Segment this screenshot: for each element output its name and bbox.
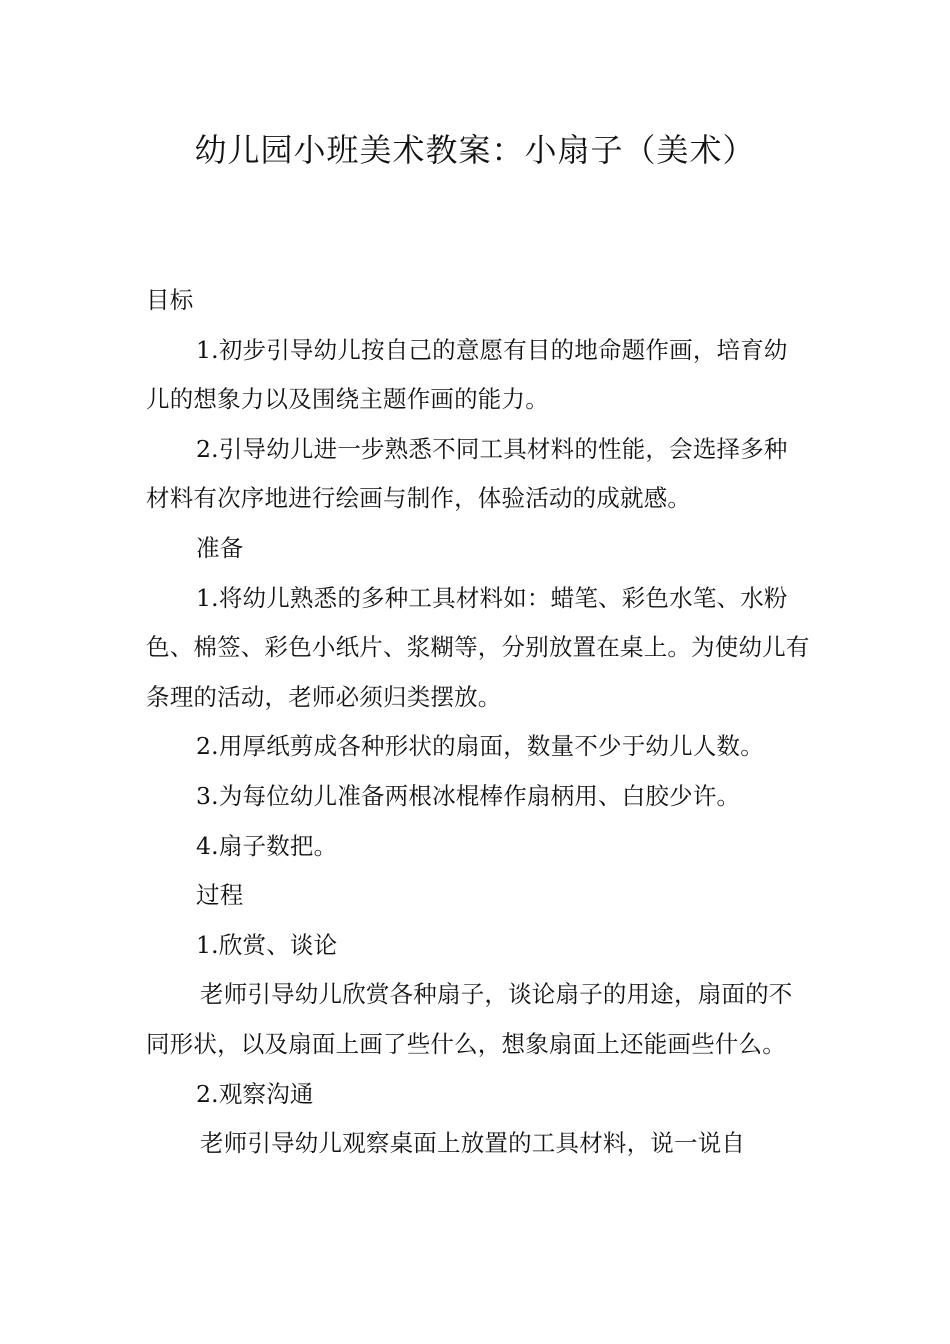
paragraph: 4.扇子数把。: [196, 831, 338, 860]
paragraph: 3.为每位幼儿准备两根冰棍棒作扇柄用、白胶少许。: [196, 781, 741, 810]
paragraph: 1.将幼儿熟悉的多种工具材料如：蜡笔、彩色水笔、水粉色、棉签、彩色小纸片、浆糊等，分别放置在桌上。为使幼儿有条理的活动，老师必须归类摆放。: [146, 583, 810, 711]
paragraph: 1.初步引导幼儿按自己的意愿有目的地命题作画，培育幼儿的想象力以及围绕主题作画的能力。: [146, 335, 788, 414]
paragraph: 老师引导幼儿观察桌面上放置的工具材料，说一说自: [200, 1129, 746, 1158]
paragraph: 2.用厚纸剪成各种形状的扇面，数量不少于幼儿人数。: [196, 732, 764, 761]
paragraph: 老师引导幼儿欣赏各种扇子，谈论扇子的用途，扇面的不同形状，以及扇面上画了些什么，想象扇面上还能画些什么。: [146, 980, 793, 1058]
section-heading-process: 过程: [196, 881, 244, 910]
paragraph: 2.引导幼儿进一步熟悉不同工具材料的性能，会选择多种材料有次序地进行绘画与制作，体验活动的成就感。: [146, 434, 788, 513]
subheading: 2.观察沟通: [196, 1079, 314, 1108]
document-body: [146, 276, 810, 1169]
subheading: 1.欣赏、谈论: [196, 930, 338, 959]
document-title: 幼儿园小班美术教案：小扇子（美术）: [194, 131, 756, 169]
section-heading-preparation: 准备: [196, 533, 244, 562]
section-heading-goals: 目标: [146, 286, 194, 314]
